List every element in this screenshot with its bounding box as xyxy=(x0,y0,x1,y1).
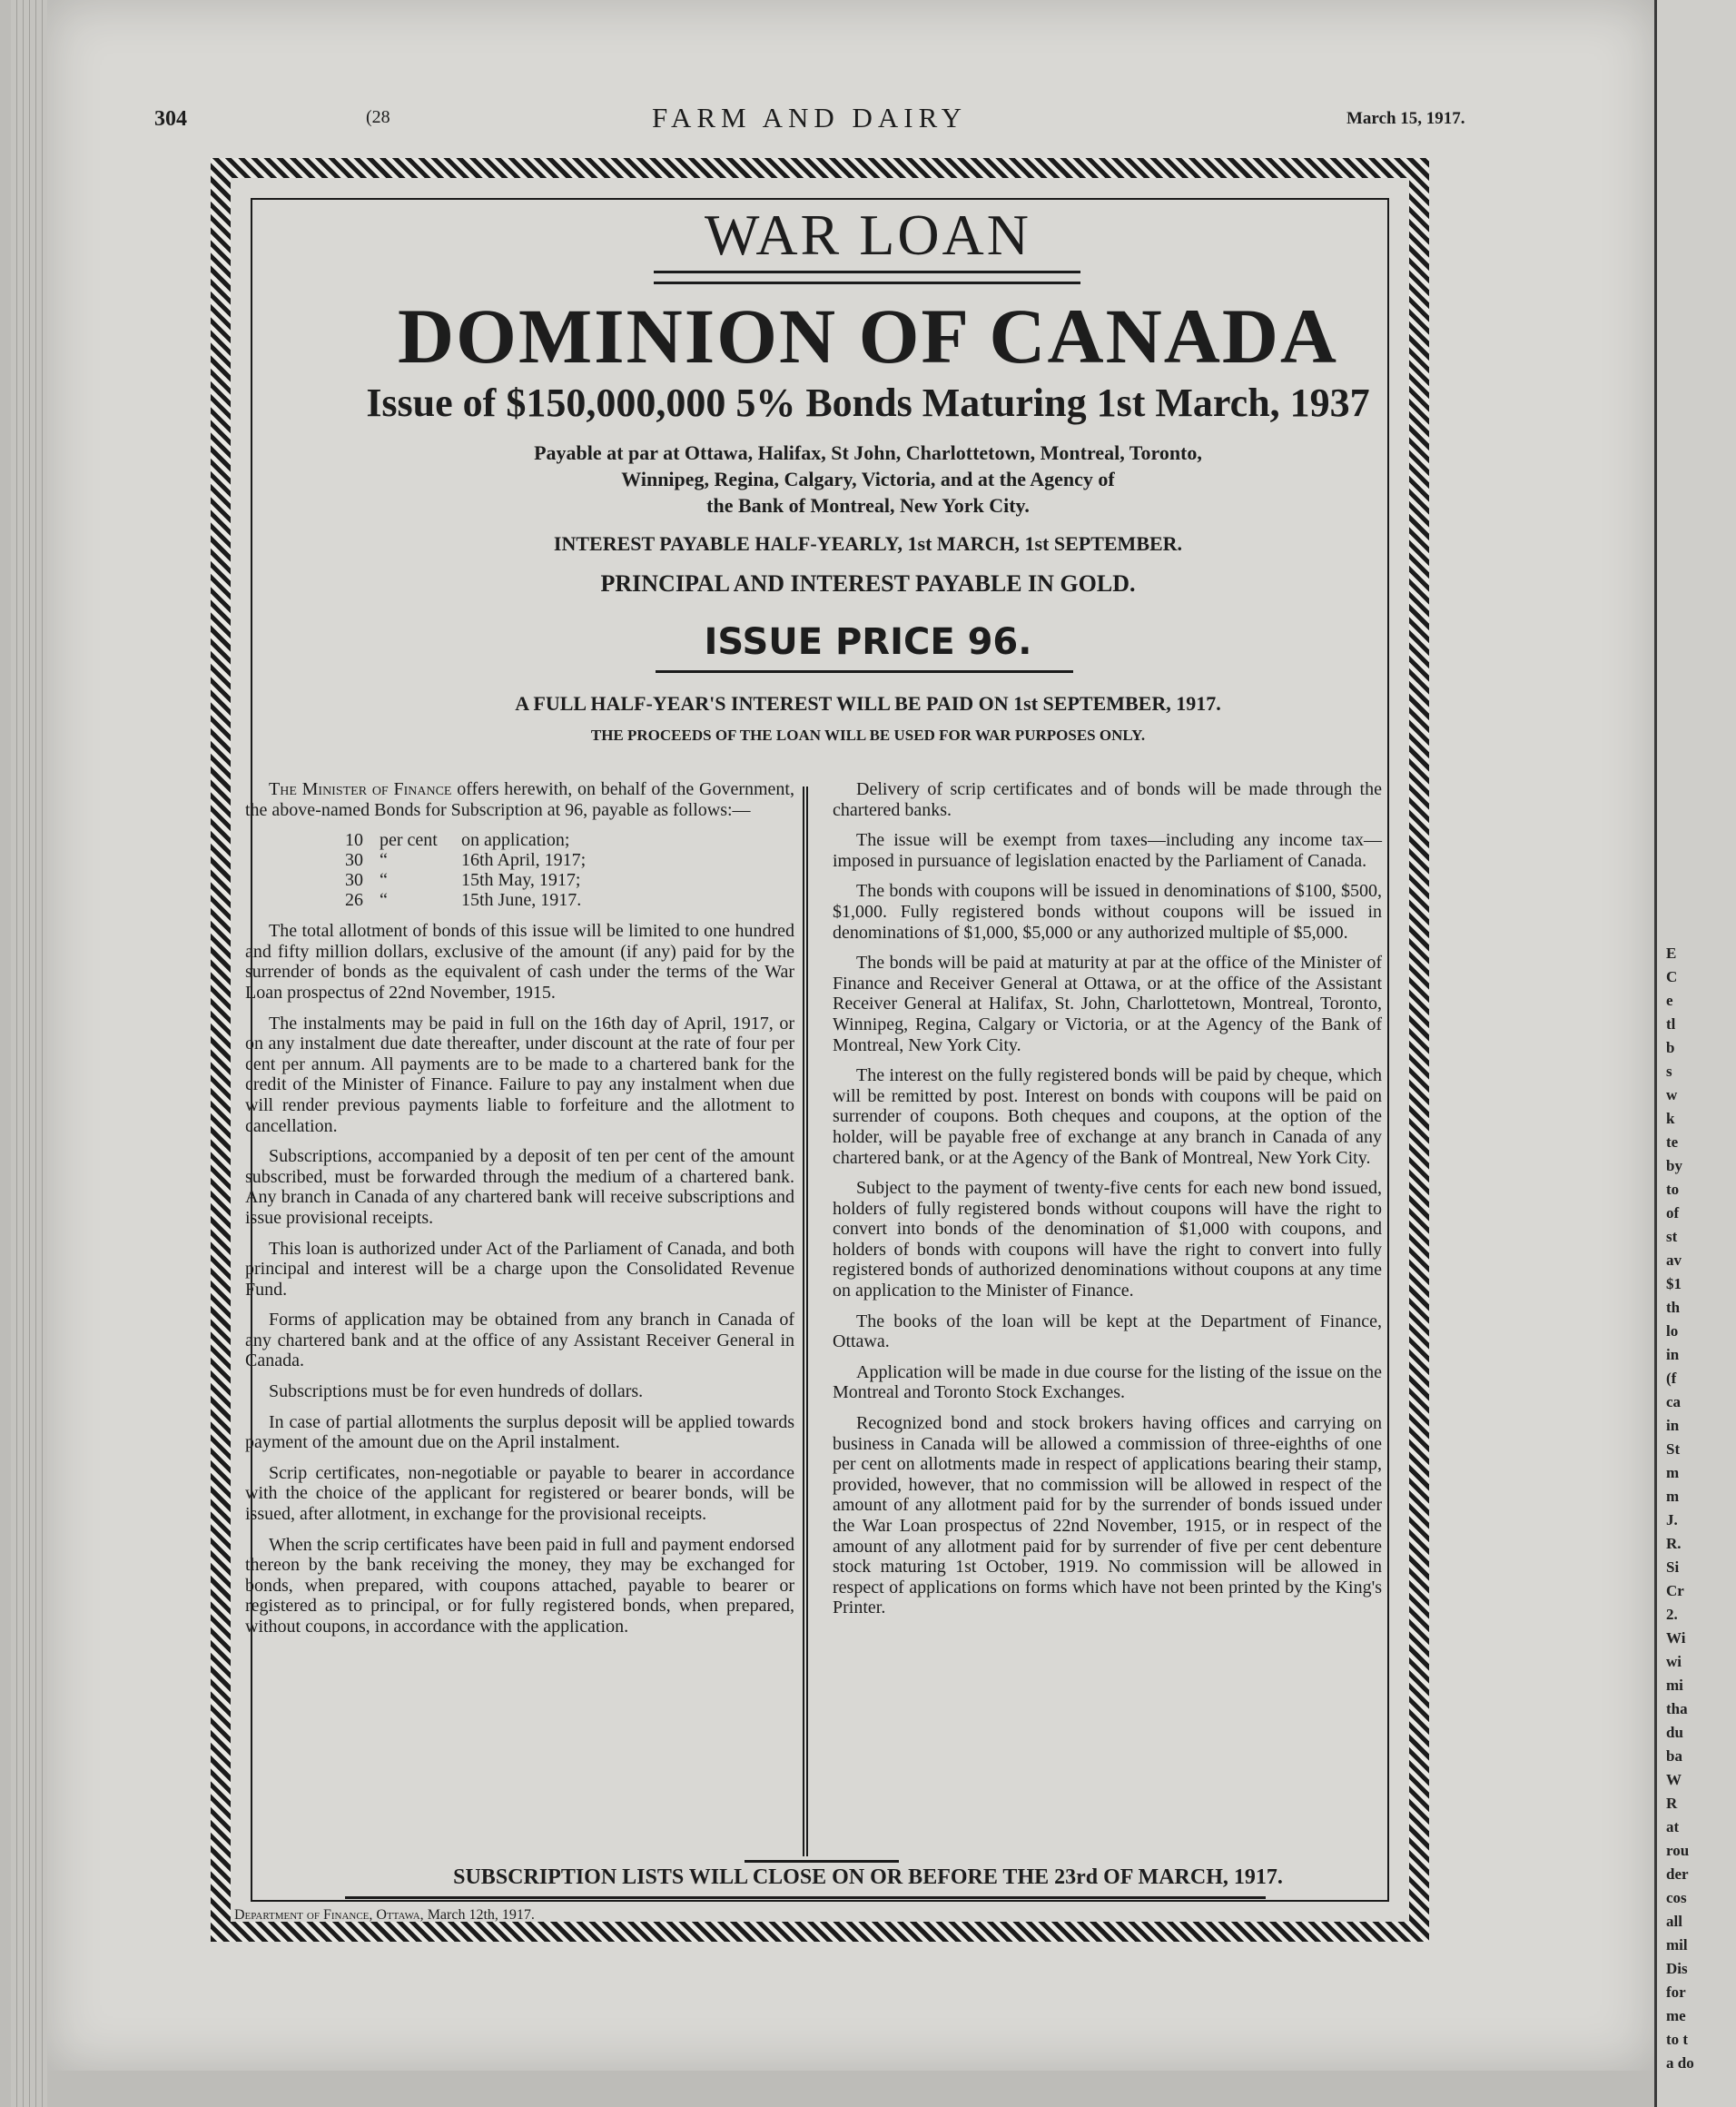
right-column xyxy=(833,779,1382,1628)
body-paragraph: Forms of application may be obtained from any branch in Canada of any chartered bank and at the office of any Assistant Receiver General in Canada. xyxy=(245,1310,794,1371)
adjacent-text-fragment: of xyxy=(1666,1204,1680,1222)
adjacent-text-fragment: a do xyxy=(1666,2054,1694,2072)
intro-paragraph xyxy=(245,779,794,820)
closing-top-rule xyxy=(745,1860,899,1863)
body-paragraph: The total allotment of bonds of this issue will be limited to one hundred and fifty million dollars, exclusive of the amount (if any) paid for by the surrender of bonds as the equivalent of cash under the terms of the War Loan prospectus of 22nd November, 1915. xyxy=(245,921,794,1003)
body-paragraph: The instalments may be paid in full on the 16th day of April, 1917, or on any instalment due date thereafter, under discount at the rate of four per cent per annum. All payments are to be made to a chartered bank for the credit of the Minister of Finance. Failure to pay any instalment when due will render previous payments liable to forfeiture and the allotment to cancellation. xyxy=(245,1013,794,1136)
adjacent-text-fragment: th xyxy=(1666,1299,1681,1316)
body-paragraph: In case of partial allotments the surplus deposit will be applied towards payment of the amount due on the April instalment. xyxy=(245,1411,794,1453)
body-paragraph: Subscriptions must be for even hundreds of dollars. xyxy=(269,1381,644,1402)
payable-line: the Bank of Montreal, New York City. xyxy=(706,494,1030,517)
adjacent-text-fragment: ba xyxy=(1666,1747,1682,1765)
schedule-row xyxy=(345,850,794,870)
schedule-date: 16th April, 1917; xyxy=(461,850,587,871)
payable-line: Payable at par at Ottawa, Halifax, St John, Charlottetown, Montreal, Toronto, xyxy=(534,441,1202,464)
adjacent-text-fragment: St xyxy=(1666,1440,1681,1458)
schedule-ditto: “ xyxy=(380,870,388,891)
schedule-ditto: per cent xyxy=(380,830,438,851)
body-paragraph: The books of the loan will be kept at the Department of Finance, Ottawa. xyxy=(833,1311,1382,1352)
payable-line: Winnipeg, Regina, Calgary, Victoria, and at the Agency of xyxy=(621,468,1115,490)
page-number: 304 xyxy=(154,107,187,131)
adjacent-text-fragment: m xyxy=(1666,1464,1680,1481)
body-paragraph: The bonds will be paid at maturity at par at the office of the Minister of Finance and Receiver General at Ottawa, or at the office of the Assistant Receiver General at Halifax, St. John, Charlottetown, Montreal, Toronto, Winnipeg, Regina, Calgary or Victoria, or at the Agency of the Bank of Montreal, New York City. xyxy=(833,953,1382,1055)
body-paragraph: The interest on the fully registered bonds will be paid by cheque, which will be remitted by post. Interest on bonds with coupons will be paid on surrender of coupons. Both cheques and coupons, at the option of the holder, will be payable free of exchange at any branch in Canada of any chartered bank, or at the Agency of the Bank of Montreal, New York City. xyxy=(833,1065,1382,1168)
schedule-date: 15th June, 1917. xyxy=(461,890,582,911)
adjacent-text-fragment: Dis xyxy=(1666,1960,1688,1977)
body-paragraph: Delivery of scrip certificates and of bonds will be made through the chartered banks. xyxy=(833,779,1382,820)
left-column xyxy=(245,779,794,1647)
body-paragraph: Application will be made in due course for the listing of the issue on the Montreal and Toronto Stock Exchanges. xyxy=(833,1361,1382,1403)
adjacent-text-fragment: by xyxy=(1666,1157,1682,1174)
schedule-row xyxy=(345,870,794,890)
proceeds-line: THE PROCEEDS OF THE LOAN WILL BE USED FOR WAR PURPOSES ONLY. xyxy=(590,727,1146,744)
body-paragraph: This loan is authorized under Act of the Parliament of Canada, and both principal and interest will be a charge upon the Consolidated Revenue Fund. xyxy=(245,1238,794,1300)
adjacent-text-fragment: ca xyxy=(1666,1393,1682,1410)
adjacent-text-fragment: du xyxy=(1666,1724,1683,1741)
price-underline xyxy=(656,670,1073,673)
adjacent-text-fragment: mil xyxy=(1666,1936,1688,1954)
body-paragraph: Recognized bond and stock brokers having offices and carrying on business in Canada will be allowed a commission of three-eighths of one per cent on allotments made in respect of applications bearing their stamp, provided, however, that no commission will be allowed in respect of the amount of any allotment paid for by the surrender of bonds issued under the War Loan prospectus of 22nd November, 1915, or in respect of the amount of any allotment paid for by surrender of five per cent debenture stock maturing 1st October, 1919. No commission will be allowed in respect of applications on forms which have not been printed by the King's Printer. xyxy=(833,1413,1382,1618)
heading-dominion: DOMINION OF CANADA xyxy=(397,292,1339,380)
adjacent-text-fragment: to xyxy=(1666,1181,1680,1198)
adjacent-text-fragment: te xyxy=(1666,1133,1679,1151)
adjacent-text-fragment: me xyxy=(1666,2007,1686,2024)
payment-schedule xyxy=(345,830,794,910)
adjacent-text-fragment: cos xyxy=(1666,1889,1687,1906)
adjacent-text-fragment: E xyxy=(1666,945,1677,962)
right-paragraphs xyxy=(833,779,1382,1618)
adjacent-text-fragment: w xyxy=(1666,1086,1678,1103)
issue-line: Issue of $150,000,000 5% Bonds Maturing 1st March, 1937 xyxy=(366,381,1370,425)
adjacent-text-fragment: in xyxy=(1666,1417,1680,1434)
adjacent-text-fragment: e xyxy=(1666,992,1673,1009)
closing-underline xyxy=(345,1896,1266,1899)
body-paragraph: Scrip certificates, non-negotiable or payable to bearer in accordance with the choice of the applicant for registered or bearer bonds, will be issued, after allotment, in exchange for the provisional receipts. xyxy=(245,1462,794,1525)
adjacent-text-fragment: for xyxy=(1666,1983,1686,2001)
schedule-date: on application; xyxy=(461,830,570,851)
adjacent-text-fragment: lo xyxy=(1666,1322,1679,1340)
intro-smallcaps: The Minister of Finance xyxy=(269,779,452,799)
adjacent-text-fragment: der xyxy=(1666,1865,1689,1883)
adjacent-text-fragment: to t xyxy=(1666,2031,1689,2048)
schedule-row xyxy=(345,830,794,850)
adjacent-text-fragment: R. xyxy=(1666,1535,1682,1552)
adjacent-text-fragment: mi xyxy=(1666,1677,1683,1694)
schedule-percent: 30 xyxy=(345,870,363,891)
adjacent-text-fragment: wi xyxy=(1666,1653,1682,1670)
adjacent-text-fragment: at xyxy=(1666,1818,1680,1835)
schedule-ditto: “ xyxy=(380,850,388,871)
adjacent-text-fragment: 2. xyxy=(1666,1606,1678,1623)
publication-title: FARM AND DAIRY xyxy=(652,102,967,134)
adjacent-text-fragment: s xyxy=(1666,1063,1672,1080)
intro-text: offers herewith, on behalf of the Government, the above-named Bonds for Subscription at 96, payable as follows:— xyxy=(245,779,794,820)
schedule-percent: 10 xyxy=(345,830,363,851)
department-date: March 12th, 1917. xyxy=(423,1907,535,1923)
page-header xyxy=(107,102,1469,138)
adjacent-text-fragment: m xyxy=(1666,1488,1680,1505)
adjacent-text-fragment: (f xyxy=(1666,1370,1677,1387)
body-paragraph: Subscriptions, accompanied by a deposit of ten per cent of the amount subscribed, must be forwarded through the medium of a chartered bank. Any branch in Canada of any chartered bank will receive subscriptions and issue provisional receipts. xyxy=(245,1146,794,1228)
adjacent-text-fragment: all xyxy=(1666,1913,1682,1930)
full-half-year-line: A FULL HALF-YEAR'S INTEREST WILL BE PAID ON 1st SEPTEMBER, 1917. xyxy=(515,692,1221,715)
department-signature xyxy=(234,1907,535,1924)
schedule-date: 15th May, 1917; xyxy=(461,870,581,891)
adjacent-text-fragment: W xyxy=(1666,1771,1682,1788)
issue-date: March 15, 1917. xyxy=(1346,109,1465,128)
adjacent-text-fragment: J. xyxy=(1666,1511,1678,1528)
adjacent-text-fragment: R xyxy=(1666,1795,1678,1812)
body-paragraph: The issue will be exempt from taxes—including any income tax—imposed in pursuance of legislation enacted by the Parliament of Canada. xyxy=(833,830,1382,871)
adjacent-text-fragment: Si xyxy=(1666,1558,1680,1576)
adjacent-text-fragment: Cr xyxy=(1666,1582,1684,1599)
adjacent-text-fragment: Wi xyxy=(1666,1629,1686,1647)
body-paragraph: Subject to the payment of twenty-five cents for each new bond issued, holders of fully registered bonds without coupons will have the right to convert into bonds of the denomination of $1,000 with coupons, and holders of bonds with coupons will have the right to convert into fully registered bonds of authorized denominations without coupons at any time on application to the Minister of Finance. xyxy=(833,1178,1382,1301)
adjacent-text-fragment: tl xyxy=(1666,1015,1676,1033)
principal-line: PRINCIPAL AND INTEREST PAYABLE IN GOLD. xyxy=(600,570,1136,597)
body-paragraph: The bonds with coupons will be issued in denominations of $100, $500, $1,000. Fully registered bonds without coupons will be issued in denominations of $1,000, $5,000 or any authorized multiple of $5,000. xyxy=(833,881,1382,943)
adjacent-text-fragment: k xyxy=(1666,1110,1675,1127)
payable-locations xyxy=(381,440,1355,519)
closing-notice: SUBSCRIPTION LISTS WILL CLOSE ON OR BEFORE THE 23rd OF MARCH, 1917. xyxy=(453,1865,1283,1889)
interest-line: INTEREST PAYABLE HALF-YEARLY, 1st MARCH, 1st SEPTEMBER. xyxy=(553,532,1183,555)
left-paragraphs xyxy=(245,921,794,1637)
adjacent-text-fragment: in xyxy=(1666,1346,1680,1363)
schedule-percent: 26 xyxy=(345,890,363,911)
schedule-ditto: “ xyxy=(380,890,388,911)
schedule-percent: 30 xyxy=(345,850,363,871)
column-divider xyxy=(803,786,808,1856)
adjacent-text-fragment: st xyxy=(1666,1228,1678,1245)
section-mark: (28 xyxy=(366,107,390,127)
double-rule xyxy=(654,271,1080,284)
adjacent-text-fragment: $1 xyxy=(1666,1275,1682,1292)
adjacent-text-fragment: rou xyxy=(1666,1842,1690,1859)
adjacent-text-fragment: b xyxy=(1666,1039,1675,1056)
heading-war-loan: WAR LOAN xyxy=(705,203,1031,267)
issue-price: ISSUE PRICE 96. xyxy=(704,621,1032,663)
schedule-row xyxy=(345,890,794,910)
adjacent-text-fragment: C xyxy=(1666,968,1678,985)
department-name: Department of Finance, Ottawa, xyxy=(234,1907,424,1923)
adjacent-text-fragment: tha xyxy=(1666,1700,1688,1717)
body-paragraph: When the scrip certificates have been paid in full and payment endorsed thereon by the bank receiving the money, they may be exchanged for bonds, when prepared, with coupons attached, payable to bearer or registered as to principal, or for fully registered bonds, when prepared, without coupons, in accordance with the application. xyxy=(245,1534,794,1637)
adjacent-text-fragment: av xyxy=(1666,1251,1682,1269)
